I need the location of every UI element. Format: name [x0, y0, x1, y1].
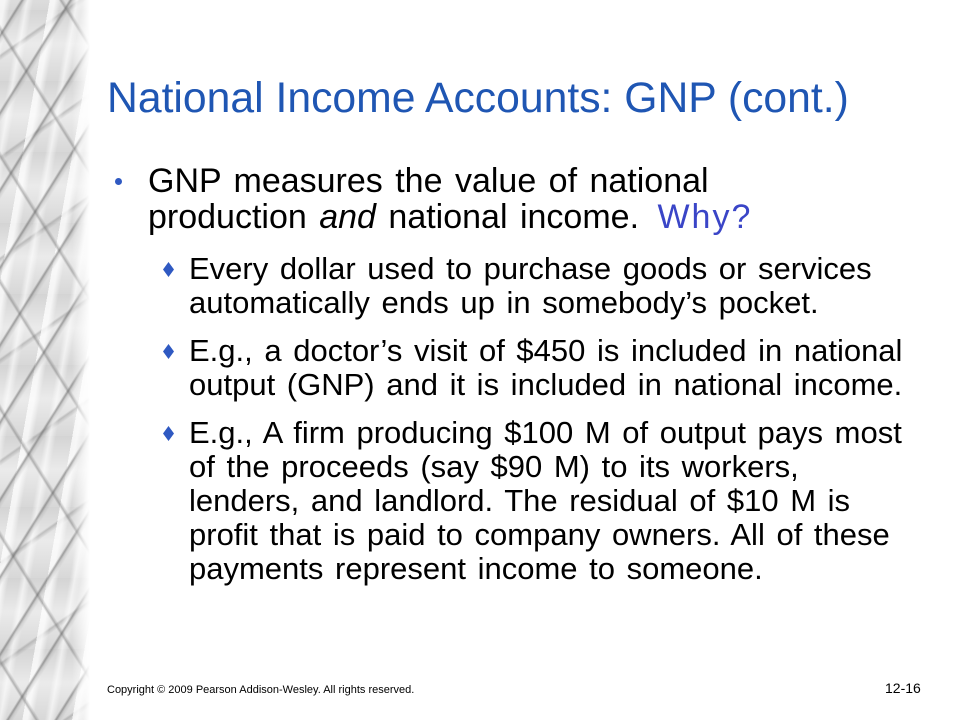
emphasis-text: and — [319, 198, 376, 236]
diamond-bullet-icon — [163, 262, 174, 277]
main-bullet-item — [148, 163, 752, 235]
sub-bullet-list — [189, 252, 902, 586]
sub-bullet-line: profit that is paid to company owners. All of these — [189, 517, 890, 552]
sub-bullet-line: output (GNP) and it is included in national income. — [189, 367, 903, 402]
question-text: Why? — [657, 198, 753, 236]
sub-bullet-item — [189, 334, 902, 402]
main-bullet-text: national income. — [375, 198, 652, 236]
main-bullet-text: production — [148, 198, 320, 236]
sub-bullet-line: automatically ends up in somebody’s pocket. — [189, 285, 819, 320]
diamond-bullet-icon — [163, 344, 174, 359]
sub-bullet-line: of the proceeds (say $90 M) to its workers, — [189, 449, 799, 484]
sub-bullet-line: Every dollar used to purchase goods or services — [189, 251, 872, 286]
sub-bullet-line: lenders, and landlord. The residual of $10 M is — [189, 483, 851, 518]
sub-bullet-item — [189, 252, 902, 320]
bullet-dot-icon — [115, 178, 122, 185]
marble-texture-border — [0, 0, 90, 720]
slide-number: 12-16 — [885, 680, 921, 696]
diamond-bullet-icon — [163, 426, 174, 441]
main-bullet-line — [148, 199, 752, 235]
slide-title: National Income Accounts: GNP (cont.) — [107, 74, 849, 122]
sub-bullet-line: E.g., A firm producing $100 M of output pays most — [189, 415, 902, 450]
sub-bullet-line: payments represent income to someone. — [189, 551, 763, 586]
copyright-notice: Copyright © 2009 Pearson Addison-Wesley. All rights reserved. — [107, 684, 415, 696]
main-bullet-line: GNP measures the value of national — [148, 162, 709, 200]
sub-bullet-item — [189, 416, 902, 586]
sub-bullet-line: E.g., a doctor’s visit of $450 is included in national — [189, 333, 903, 368]
